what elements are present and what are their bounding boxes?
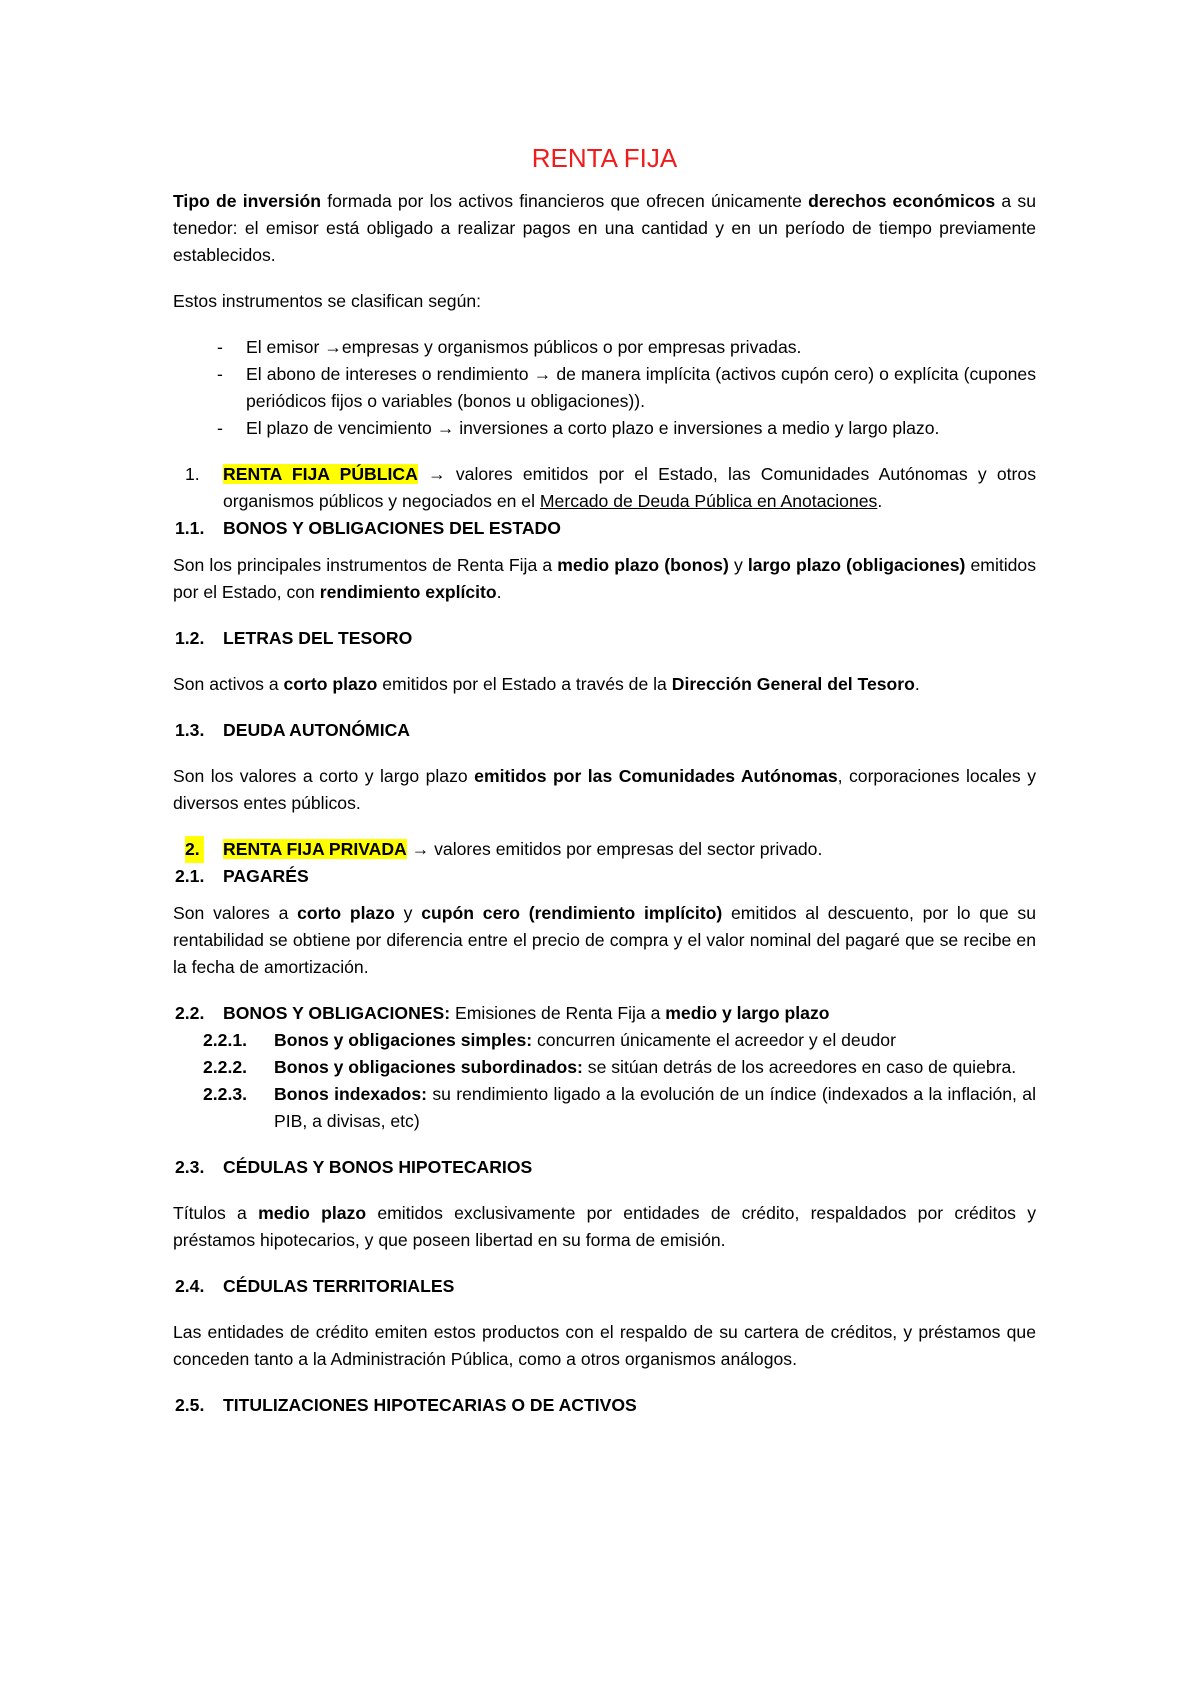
classify-lead: Estos instrumentos se clasifican según: <box>173 291 482 311</box>
text: Son activos a <box>173 674 284 694</box>
text: , corporaciones locales y diversos entes públicos. <box>173 766 1036 813</box>
list-dash: - <box>217 337 223 357</box>
section-number: 2. <box>185 836 204 863</box>
subsection-title: CÉDULAS TERRITORIALES <box>223 1276 455 1296</box>
text: . <box>914 674 920 694</box>
text: Títulos a <box>173 1203 259 1223</box>
bold-text: largo plazo (obligaciones) <box>747 555 966 575</box>
text: emitidos exclusivamente por entidades de crédito, respaldados por créditos y préstamos hipotecarios, y que poseen libertad en su forma de emisión. <box>173 1203 1036 1250</box>
subsection-title: TITULIZACIONES HIPOTECARIAS O DE ACTIVOS <box>223 1395 637 1415</box>
section-number: 1. <box>185 464 200 484</box>
document-page <box>173 140 1036 1419</box>
text: Son los valores a corto y largo plazo <box>173 766 475 786</box>
section-1-label: RENTA FIJA PÚBLICA <box>223 464 418 484</box>
list-item-lead: El abono de intereses o rendimiento <box>246 364 534 384</box>
item-number: 2.2.1. <box>203 1030 248 1050</box>
bold-text: Bonos y obligaciones simples: <box>274 1030 533 1050</box>
text: Emisiones de Renta Fija a <box>450 1003 666 1023</box>
subsection-number: 1.1. <box>175 518 205 538</box>
arrow-right-icon: → <box>411 839 430 859</box>
bold-text: Bonos indexados: <box>274 1084 427 1104</box>
text: y <box>394 903 422 923</box>
section-2-heading <box>173 836 1036 863</box>
subsection-number: 2.5. <box>175 1395 205 1415</box>
bold-text: medio plazo (bonos) <box>557 555 729 575</box>
subsection-number: 1.2. <box>175 628 205 648</box>
subsection-paragraph <box>173 671 1036 698</box>
intro-text-1: formada por los activos financieros que ofrecen únicamente <box>320 191 809 211</box>
section-1-heading <box>173 461 1036 515</box>
bold-text: medio y largo plazo <box>665 1003 830 1023</box>
list-item <box>173 415 1036 442</box>
text: se sitúan detrás de los acreedores en caso de quiebra. <box>582 1057 1017 1077</box>
subsection-heading <box>173 717 1036 744</box>
list-item-text: inversiones a corto plazo e inversiones a medio y largo plazo. <box>454 418 940 438</box>
subsection-heading <box>173 863 1036 890</box>
subsection-paragraph <box>173 900 1036 981</box>
item-number: 2.2.2. <box>203 1057 248 1077</box>
list-item <box>173 361 1036 415</box>
subsection-number: 2.1. <box>175 866 205 886</box>
list-item-text: empresas y organismos públicos o por empresas privadas. <box>341 337 802 357</box>
text: . <box>496 582 502 602</box>
bold-text: corto plazo <box>297 903 395 923</box>
link-mercado-deuda[interactable]: Mercado de Deuda Pública en Anotaciones <box>539 491 878 511</box>
section-2-label: RENTA FIJA PRIVADA <box>223 839 407 859</box>
text: emitidos al descuento, por lo que su rentabilidad se obtiene por diferencia entre el precio de compra y el valor nominal del pagaré que se recibe en la fecha de amortización. <box>173 903 1037 977</box>
text: Son valores a <box>173 903 298 923</box>
text: emitidos por el Estado, con <box>173 555 1037 602</box>
subsection-paragraph: Las entidades de crédito emiten estos productos con el respaldo de su cartera de créditos, y préstamos que conceden tanto a la Administración Pública, como a otros organismos análogos. <box>173 1322 1036 1369</box>
section-2-text: valores emitidos por empresas del sector privado. <box>429 839 823 859</box>
bold-text: corto plazo <box>283 674 378 694</box>
bold-text: rendimiento explícito <box>319 582 497 602</box>
subsection-number: 2.2. <box>175 1003 205 1023</box>
list-dash: - <box>217 418 223 438</box>
subsection-heading <box>173 515 1036 542</box>
list-dash: - <box>217 364 223 384</box>
list-item <box>173 1027 1036 1054</box>
intro-bold-1: Tipo de inversión <box>173 191 321 211</box>
subsection-heading <box>173 1000 1036 1027</box>
document-title: RENTA FIJA <box>531 143 678 173</box>
section-1-text: valores emitidos por el Estado, las Comunidades Autónomas y otros organismos públicos y negociados en el <box>223 464 1036 511</box>
subsection-heading <box>173 1273 1036 1300</box>
subsection-number: 2.4. <box>175 1276 205 1296</box>
criteria-list <box>173 334 1036 442</box>
intro-paragraph <box>173 188 1036 269</box>
text: su rendimiento ligado a la evolución de un índice (indexados a la inflación, al PIB, a divisas, etc) <box>274 1084 1036 1131</box>
intro-bold-2: derechos económicos <box>808 191 996 211</box>
bold-text: Dirección General del Tesoro <box>671 674 915 694</box>
bond-types-list <box>173 1027 1036 1135</box>
text: concurren únicamente el acreedor y el deudor <box>532 1030 896 1050</box>
bold-text: emitidos por las Comunidades Autónomas <box>474 766 838 786</box>
bold-text: medio plazo <box>258 1203 367 1223</box>
text: Son los principales instrumentos de Renta Fija a <box>173 555 558 575</box>
list-item <box>173 1054 1036 1081</box>
arrow-right-icon: → <box>324 337 342 357</box>
subsection-heading <box>173 1154 1036 1181</box>
subsection-paragraph <box>173 1200 1036 1254</box>
subsection-heading <box>173 1392 1036 1419</box>
bold-text: cupón cero (rendimiento implícito) <box>421 903 723 923</box>
text: emitidos por el Estado a través de la <box>377 674 672 694</box>
subsection-title: LETRAS DEL TESORO <box>223 628 413 648</box>
arrow-right-icon: → <box>428 464 446 484</box>
intro-text-2: a su tenedor: el emisor está obligado a realizar pagos en una cantidad y en un período de tiempo previamente establecidos. <box>173 191 1036 265</box>
subsection-title: BONOS Y OBLIGACIONES: <box>223 1003 451 1023</box>
subsection-paragraph <box>173 552 1036 606</box>
list-item-text: de manera implícita (activos cupón cero) o explícita (cupones periódicos fijos o variables (bonos u obligaciones)). <box>246 364 1036 411</box>
text: y <box>728 555 748 575</box>
subsection-paragraph <box>173 763 1036 817</box>
subsection-title: DEUDA AUTONÓMICA <box>223 720 411 740</box>
subsection-title: CÉDULAS Y BONOS HIPOTECARIOS <box>223 1157 533 1177</box>
subsection-heading <box>173 625 1036 652</box>
subsection-title: PAGARÉS <box>223 866 309 886</box>
arrow-right-icon: → <box>436 418 455 438</box>
list-item <box>173 1081 1036 1135</box>
item-number: 2.2.3. <box>203 1084 248 1104</box>
period: . <box>877 491 883 511</box>
list-item-lead: El plazo de vencimiento <box>246 418 437 438</box>
subsection-title: BONOS Y OBLIGACIONES DEL ESTADO <box>223 518 561 538</box>
subsection-number: 2.3. <box>175 1157 205 1177</box>
list-item <box>173 334 1036 361</box>
list-item-lead: El emisor <box>246 337 325 357</box>
bold-text: Bonos y obligaciones subordinados: <box>274 1057 583 1077</box>
subsection-number: 1.3. <box>175 720 205 740</box>
arrow-right-icon: → <box>533 364 552 384</box>
